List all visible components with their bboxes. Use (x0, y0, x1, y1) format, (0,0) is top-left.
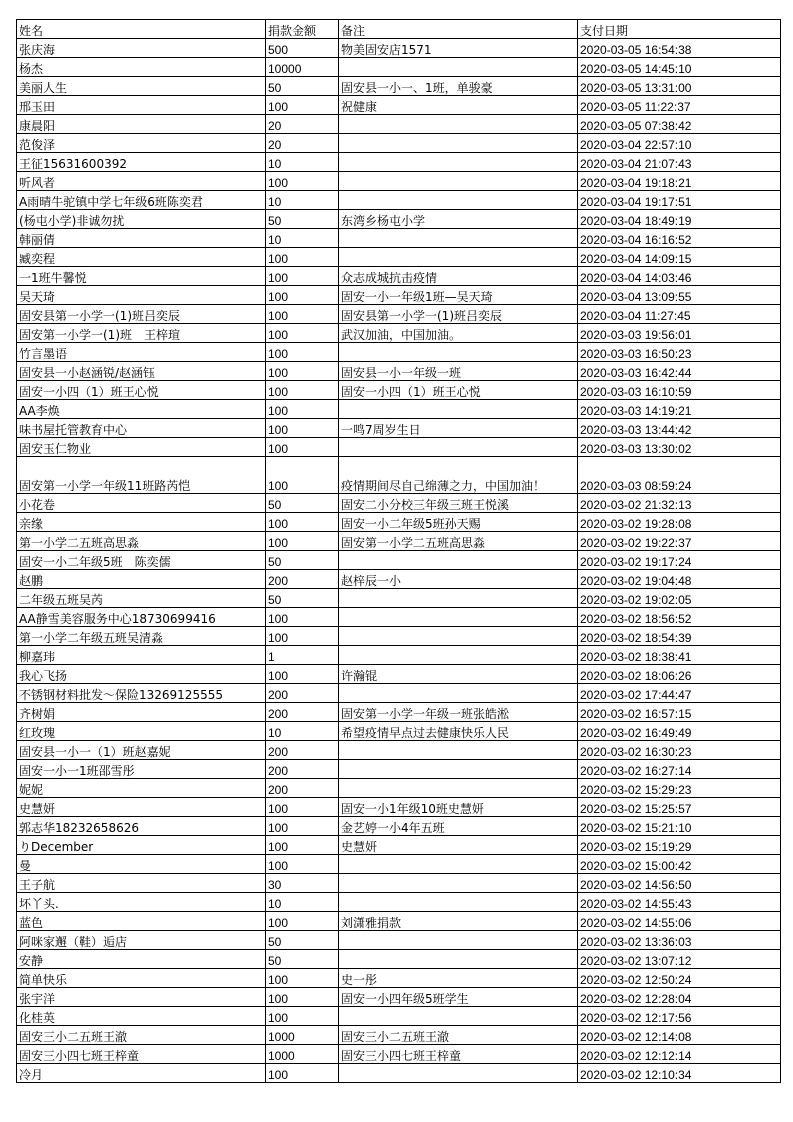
table-row (17, 722, 781, 741)
cell-name: 蓝色 (17, 912, 266, 931)
cell-note (339, 684, 578, 703)
cell-name: 曼 (17, 855, 266, 874)
cell-date: 2020-03-02 21:32:13 (578, 494, 781, 513)
cell-note (339, 172, 578, 191)
cell-amount: 100 (266, 855, 339, 874)
cell-date: 2020-03-02 13:07:12 (578, 950, 781, 969)
cell-name: 康晨阳 (17, 115, 266, 134)
cell-name: 化桂英 (17, 1007, 266, 1026)
cell-name: 固安一小四（1）班王心悦 (17, 381, 266, 400)
cell-name: 红玫瑰 (17, 722, 266, 741)
cell-name: 固安县一小赵涵锐/赵涵钰 (17, 362, 266, 381)
cell-date: 2020-03-02 19:28:08 (578, 513, 781, 532)
cell-amount: 100 (266, 969, 339, 988)
table-row (17, 836, 781, 855)
cell-name: 竹言墨语 (17, 343, 266, 362)
table-row (17, 950, 781, 969)
cell-note: 史一彤 (339, 969, 578, 988)
cell-name: 亲缘 (17, 513, 266, 532)
cell-name: 固安三小四七班王梓童 (17, 1045, 266, 1064)
cell-note: 史慧妍 (339, 836, 578, 855)
table-row (17, 570, 781, 589)
cell-note: 物美固安店1571 (339, 39, 578, 58)
cell-date: 2020-03-02 12:17:56 (578, 1007, 781, 1026)
cell-date: 2020-03-02 12:10:34 (578, 1064, 781, 1083)
cell-note (339, 58, 578, 77)
cell-note (339, 1064, 578, 1083)
cell-amount: 100 (266, 96, 339, 115)
cell-note: 武汉加油，中国加油。 (339, 324, 578, 343)
cell-amount: 100 (266, 172, 339, 191)
cell-date: 2020-03-02 15:21:10 (578, 817, 781, 836)
cell-amount: 1000 (266, 1045, 339, 1064)
cell-amount: 20 (266, 134, 339, 153)
cell-date: 2020-03-05 07:38:42 (578, 115, 781, 134)
cell-name: 二年级五班吴芮 (17, 589, 266, 608)
cell-amount: 100 (266, 912, 339, 931)
table-row (17, 191, 781, 210)
table-row (17, 988, 781, 1007)
cell-name: 王子航 (17, 874, 266, 893)
table-row (17, 1026, 781, 1045)
cell-date: 2020-03-02 16:49:49 (578, 722, 781, 741)
cell-amount: 100 (266, 267, 339, 286)
cell-name: 柳嘉玮 (17, 646, 266, 665)
table-row (17, 343, 781, 362)
cell-date: 2020-03-02 13:36:03 (578, 931, 781, 950)
cell-amount: 200 (266, 741, 339, 760)
cell-note: 众志成城抗击疫情 (339, 267, 578, 286)
cell-amount: 100 (266, 457, 339, 494)
cell-note: 固安县一小一、1班，单骏豪 (339, 77, 578, 96)
table-row (17, 248, 781, 267)
cell-date: 2020-03-02 19:17:24 (578, 551, 781, 570)
header-date: 支付日期 (578, 20, 781, 39)
cell-amount: 20 (266, 115, 339, 134)
cell-name: 赵鹏 (17, 570, 266, 589)
cell-date: 2020-03-02 16:57:15 (578, 703, 781, 722)
cell-note: 固安县一小一年级一班 (339, 362, 578, 381)
cell-date: 2020-03-02 15:29:23 (578, 779, 781, 798)
cell-amount: 100 (266, 836, 339, 855)
cell-amount: 100 (266, 1064, 339, 1083)
cell-name: 听风者 (17, 172, 266, 191)
cell-date: 2020-03-02 16:30:23 (578, 741, 781, 760)
table-row (17, 1045, 781, 1064)
cell-date: 2020-03-04 11:27:45 (578, 305, 781, 324)
cell-amount: 50 (266, 494, 339, 513)
cell-amount: 10 (266, 229, 339, 248)
cell-date: 2020-03-02 12:28:04 (578, 988, 781, 1007)
cell-amount: 50 (266, 589, 339, 608)
table-row (17, 798, 781, 817)
cell-amount: 10 (266, 893, 339, 912)
cell-note: 许瀚锟 (339, 665, 578, 684)
cell-date: 2020-03-02 14:55:43 (578, 893, 781, 912)
cell-name: 安静 (17, 950, 266, 969)
cell-name: 吴天琦 (17, 286, 266, 305)
cell-note: 刘潇雅捐款 (339, 912, 578, 931)
cell-date: 2020-03-02 12:12:14 (578, 1045, 781, 1064)
cell-amount: 100 (266, 798, 339, 817)
cell-note (339, 589, 578, 608)
table-row (17, 513, 781, 532)
table-row (17, 779, 781, 798)
cell-name: 杨杰 (17, 58, 266, 77)
table-row (17, 703, 781, 722)
cell-amount: 10000 (266, 58, 339, 77)
cell-name: りDecember (17, 836, 266, 855)
table-row (17, 494, 781, 513)
cell-amount: 200 (266, 684, 339, 703)
table-row (17, 931, 781, 950)
table-row (17, 1064, 781, 1083)
cell-name: 臧奕程 (17, 248, 266, 267)
cell-name: 固安第一小学一年级11班路芮恺 (17, 457, 266, 494)
cell-date: 2020-03-04 18:49:19 (578, 210, 781, 229)
table-row (17, 1007, 781, 1026)
cell-name: (杨屯小学)非诚勿扰 (17, 210, 266, 229)
cell-amount: 100 (266, 305, 339, 324)
table-row (17, 627, 781, 646)
cell-amount: 30 (266, 874, 339, 893)
cell-date: 2020-03-02 12:14:08 (578, 1026, 781, 1045)
cell-date: 2020-03-02 18:56:52 (578, 608, 781, 627)
table-row (17, 874, 781, 893)
table-row (17, 210, 781, 229)
cell-note: 祝健康 (339, 96, 578, 115)
cell-amount: 100 (266, 988, 339, 1007)
cell-name: 固安一小二年级5班 陈奕儒 (17, 551, 266, 570)
table-row (17, 419, 781, 438)
cell-note (339, 191, 578, 210)
table-row (17, 153, 781, 172)
cell-name: 味书屋托管教育中心 (17, 419, 266, 438)
table-row (17, 589, 781, 608)
cell-date: 2020-03-04 21:07:43 (578, 153, 781, 172)
table-body (17, 39, 781, 1083)
cell-name: A雨晴牛驼镇中学七年级6班陈奕君 (17, 191, 266, 210)
table-row (17, 741, 781, 760)
cell-amount: 200 (266, 703, 339, 722)
table-row (17, 551, 781, 570)
cell-note (339, 115, 578, 134)
cell-amount: 100 (266, 400, 339, 419)
cell-date: 2020-03-02 14:55:06 (578, 912, 781, 931)
cell-date: 2020-03-02 19:02:05 (578, 589, 781, 608)
cell-amount: 100 (266, 532, 339, 551)
cell-note: 固安一小四年级5班学生 (339, 988, 578, 1007)
cell-name: 固安县第一小学一(1)班吕奕辰 (17, 305, 266, 324)
table-row (17, 457, 781, 494)
cell-date: 2020-03-02 15:19:29 (578, 836, 781, 855)
cell-name: 我心飞扬 (17, 665, 266, 684)
table-row (17, 362, 781, 381)
table-row (17, 817, 781, 836)
header-note: 备注 (339, 20, 578, 39)
table-row (17, 381, 781, 400)
cell-note: 固安一小四（1）班王心悦 (339, 381, 578, 400)
cell-note (339, 153, 578, 172)
cell-note: 固安县第一小学一(1)班吕奕辰 (339, 305, 578, 324)
cell-note: 固安一小一年级1班—吴天琦 (339, 286, 578, 305)
cell-name: 简单快乐 (17, 969, 266, 988)
cell-note: 固安一小1年级10班史慧妍 (339, 798, 578, 817)
cell-note: 疫情期间尽自己绵薄之力，中国加油！ (339, 457, 578, 494)
cell-note (339, 551, 578, 570)
cell-note: 固安第一小学一年级一班张皓淞 (339, 703, 578, 722)
cell-date: 2020-03-02 15:25:57 (578, 798, 781, 817)
cell-amount: 1 (266, 646, 339, 665)
cell-date: 2020-03-02 19:04:48 (578, 570, 781, 589)
cell-date: 2020-03-05 16:54:38 (578, 39, 781, 58)
cell-date: 2020-03-05 13:31:00 (578, 77, 781, 96)
cell-note (339, 931, 578, 950)
cell-date: 2020-03-04 19:17:51 (578, 191, 781, 210)
cell-amount: 500 (266, 39, 339, 58)
cell-amount: 100 (266, 1007, 339, 1026)
cell-name: 张庆海 (17, 39, 266, 58)
cell-amount: 10 (266, 191, 339, 210)
cell-date: 2020-03-02 18:54:39 (578, 627, 781, 646)
cell-name: 固安玉仁物业 (17, 438, 266, 457)
cell-amount: 200 (266, 760, 339, 779)
cell-name: 邢玉田 (17, 96, 266, 115)
table-row (17, 324, 781, 343)
cell-name: 固安三小二五班王澈 (17, 1026, 266, 1045)
cell-date: 2020-03-02 17:44:47 (578, 684, 781, 703)
cell-name: 范俊泽 (17, 134, 266, 153)
cell-name: 张宇洋 (17, 988, 266, 1007)
cell-amount: 100 (266, 248, 339, 267)
cell-note: 东湾乡杨屯小学 (339, 210, 578, 229)
cell-note: 固安三小二五班王澈 (339, 1026, 578, 1045)
cell-note (339, 608, 578, 627)
cell-date: 2020-03-03 19:56:01 (578, 324, 781, 343)
cell-name: 固安县一小一（1）班赵嘉妮 (17, 741, 266, 760)
cell-date: 2020-03-02 16:27:14 (578, 760, 781, 779)
table-row (17, 684, 781, 703)
cell-amount: 1000 (266, 1026, 339, 1045)
cell-note: 固安一小二年级5班孙天赐 (339, 513, 578, 532)
table-row (17, 969, 781, 988)
cell-amount: 50 (266, 931, 339, 950)
cell-note (339, 779, 578, 798)
cell-name: 小花卷 (17, 494, 266, 513)
cell-amount: 100 (266, 381, 339, 400)
cell-amount: 10 (266, 722, 339, 741)
cell-amount: 50 (266, 77, 339, 96)
cell-note (339, 741, 578, 760)
cell-date: 2020-03-03 13:30:02 (578, 438, 781, 457)
cell-name: 齐树娟 (17, 703, 266, 722)
cell-note (339, 893, 578, 912)
cell-note: 固安二小分校三年级三班王悦溪 (339, 494, 578, 513)
cell-amount: 50 (266, 210, 339, 229)
cell-name: AA静雪美容服务中心18730699416 (17, 608, 266, 627)
cell-amount: 100 (266, 343, 339, 362)
cell-name: 固安第一小学一(1)班 王梓瑄 (17, 324, 266, 343)
cell-name: 史慧妍 (17, 798, 266, 817)
table-row (17, 665, 781, 684)
table-row (17, 893, 781, 912)
table-row (17, 115, 781, 134)
table-row (17, 172, 781, 191)
cell-date: 2020-03-04 14:03:46 (578, 267, 781, 286)
cell-name: 郭志华18232658626 (17, 817, 266, 836)
cell-amount: 100 (266, 286, 339, 305)
cell-note (339, 134, 578, 153)
table-row (17, 912, 781, 931)
cell-note (339, 760, 578, 779)
header-row (17, 20, 781, 39)
table-row (17, 96, 781, 115)
cell-name: 阿咪家邂（鞋）逅店 (17, 931, 266, 950)
cell-note (339, 627, 578, 646)
cell-amount: 200 (266, 779, 339, 798)
cell-name: 第一小学二五班高思淼 (17, 532, 266, 551)
cell-amount: 100 (266, 324, 339, 343)
header-amount: 捐款金额 (266, 20, 339, 39)
cell-date: 2020-03-03 16:10:59 (578, 381, 781, 400)
table-row (17, 58, 781, 77)
cell-date: 2020-03-05 11:22:37 (578, 96, 781, 115)
donation-table (16, 19, 781, 1083)
cell-amount: 100 (266, 627, 339, 646)
cell-amount: 100 (266, 419, 339, 438)
cell-name: 一1班牛馨悦 (17, 267, 266, 286)
cell-amount: 50 (266, 551, 339, 570)
cell-amount: 100 (266, 438, 339, 457)
cell-amount: 100 (266, 608, 339, 627)
cell-date: 2020-03-02 14:56:50 (578, 874, 781, 893)
cell-amount: 50 (266, 950, 339, 969)
cell-name: 第一小学二年级五班吴清淼 (17, 627, 266, 646)
cell-note (339, 950, 578, 969)
table-row (17, 532, 781, 551)
cell-note (339, 229, 578, 248)
cell-name: 不锈钢材料批发～保险13269125555 (17, 684, 266, 703)
cell-name: 妮妮 (17, 779, 266, 798)
cell-date: 2020-03-04 19:18:21 (578, 172, 781, 191)
table-row (17, 646, 781, 665)
cell-date: 2020-03-04 14:09:15 (578, 248, 781, 267)
cell-date: 2020-03-02 12:50:24 (578, 969, 781, 988)
table-row (17, 438, 781, 457)
cell-date: 2020-03-04 22:57:10 (578, 134, 781, 153)
table-row (17, 267, 781, 286)
cell-name: 坏丫头. (17, 893, 266, 912)
cell-date: 2020-03-03 16:50:23 (578, 343, 781, 362)
cell-name: 美丽人生 (17, 77, 266, 96)
table-row (17, 608, 781, 627)
cell-name: 王征15631600392 (17, 153, 266, 172)
cell-note: 固安第一小学二五班高思淼 (339, 532, 578, 551)
cell-amount: 10 (266, 153, 339, 172)
cell-date: 2020-03-04 16:16:52 (578, 229, 781, 248)
cell-date: 2020-03-05 14:45:10 (578, 58, 781, 77)
cell-date: 2020-03-03 14:19:21 (578, 400, 781, 419)
cell-note: 赵梓辰一小 (339, 570, 578, 589)
header-name: 姓名 (17, 20, 266, 39)
cell-date: 2020-03-02 18:06:26 (578, 665, 781, 684)
cell-date: 2020-03-02 19:22:37 (578, 532, 781, 551)
cell-date: 2020-03-03 08:59:24 (578, 457, 781, 494)
cell-name: AA李焕 (17, 400, 266, 419)
cell-amount: 100 (266, 665, 339, 684)
cell-amount: 100 (266, 513, 339, 532)
table-row (17, 77, 781, 96)
cell-note: 希望疫情早点过去健康快乐人民 (339, 722, 578, 741)
table-row (17, 229, 781, 248)
table-row (17, 39, 781, 58)
cell-note (339, 646, 578, 665)
table-row (17, 855, 781, 874)
cell-date: 2020-03-03 16:42:44 (578, 362, 781, 381)
cell-note (339, 855, 578, 874)
cell-note: 固安三小四七班王梓童 (339, 1045, 578, 1064)
cell-note (339, 248, 578, 267)
cell-note (339, 874, 578, 893)
cell-note: 一鸣7周岁生日 (339, 419, 578, 438)
cell-amount: 200 (266, 570, 339, 589)
table-row (17, 400, 781, 419)
cell-note (339, 400, 578, 419)
cell-date: 2020-03-02 15:00:42 (578, 855, 781, 874)
cell-note (339, 343, 578, 362)
table-row (17, 760, 781, 779)
cell-date: 2020-03-03 13:44:42 (578, 419, 781, 438)
cell-name: 固安一小一1班邵雪彤 (17, 760, 266, 779)
table-row (17, 286, 781, 305)
table-row (17, 305, 781, 324)
cell-name: 韩丽倩 (17, 229, 266, 248)
cell-date: 2020-03-02 18:38:41 (578, 646, 781, 665)
cell-amount: 100 (266, 817, 339, 836)
cell-note (339, 1007, 578, 1026)
cell-note: 金艺婷一小4年五班 (339, 817, 578, 836)
cell-note (339, 438, 578, 457)
cell-name: 冷月 (17, 1064, 266, 1083)
cell-date: 2020-03-04 13:09:55 (578, 286, 781, 305)
cell-amount: 100 (266, 362, 339, 381)
table-row (17, 134, 781, 153)
